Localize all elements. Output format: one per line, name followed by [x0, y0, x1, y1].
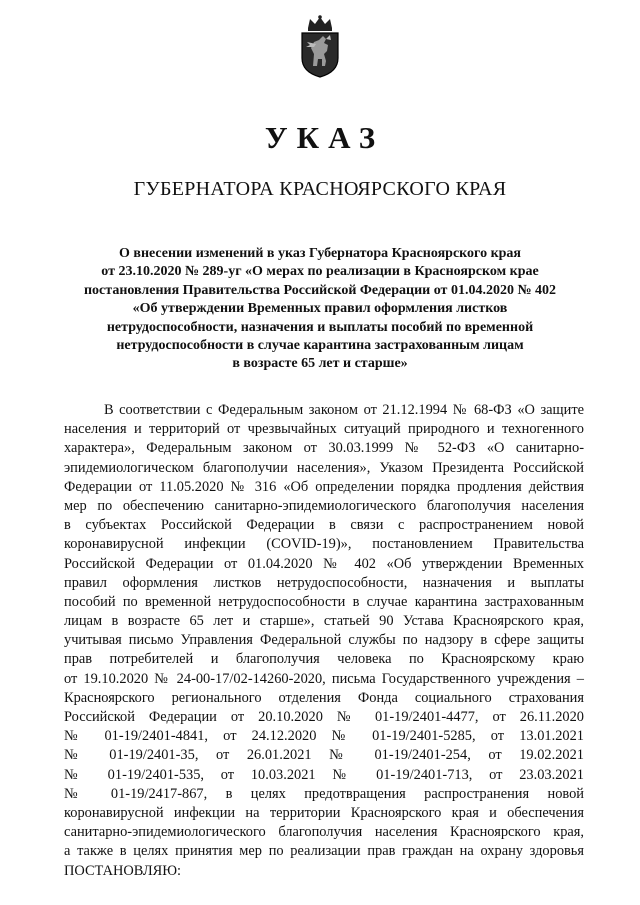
subject-line: от 23.10.2020 № 289-уг «О мерах по реализации в Красноярском крае — [101, 264, 539, 280]
body-line: лицам в возрасте 65 лет и старше», статьей 90 Устава Красноярского края, — [64, 613, 584, 630]
body-line: мер по обеспечению санитарно-эпидемиологического благополучия населения — [64, 497, 584, 514]
body-line: Федерации от 11.05.2020 № 316 «Об определении порядка продления действия — [64, 478, 584, 495]
subject-line: нетрудоспособности в случае карантина застрахованным лицам — [116, 338, 524, 354]
body-line: учитывая письмо Управления Федеральной службы по надзору в сфере защиты — [64, 632, 584, 649]
body-line: коронавирусной инфекции на территории Красноярского края и обеспечения — [64, 804, 584, 821]
subject-line: постановления Правительства Российской Федерации от 01.04.2020 № 402 — [83, 282, 557, 298]
body-line: Российской Федерации от 20.10.2020 № 01-19/2401-4477, от 26.11.2020 — [64, 709, 584, 725]
body-line: правил оформления листков нетрудоспособности, назначения и выплаты — [64, 574, 584, 591]
body-line: Российской Федерации от 01.04.2020 № 402 «Об утверждении Временных — [64, 555, 584, 572]
issuer-title: ГУБЕРНАТОРА КРАСНОЯРСКОГО КРАЯ — [133, 178, 507, 200]
body-line: В соответствии с Федеральным законом от 21.12.1994 № 68-ФЗ «О защите — [104, 402, 584, 418]
body-line: населения и территорий от чрезвычайных ситуаций природного и техногенного — [64, 421, 584, 438]
body-line: № 01-19/2401-535, от 10.03.2021 № 01-19/2401-713, от 23.03.2021 — [64, 766, 584, 783]
subject-line: О внесении изменений в указ Губернатора Красноярского края — [119, 246, 521, 261]
subject-line: нетрудоспособности, назначения и выплаты пособий по временной — [106, 319, 534, 335]
body-line: эпидемиологическом благополучии населения», Указом Президента Российской — [64, 459, 584, 476]
krasnoyarsk-coat-of-arms-icon — [294, 14, 346, 80]
body-line: № 01-19/2401-35, от 26.01.2021 № 01-19/2401-254, от 19.02.2021 — [64, 747, 584, 764]
body-line: № 01-19/2417-867, в целях предотвращения распространения новой — [64, 785, 584, 802]
decree-preamble — [64, 401, 584, 881]
decree-subject — [60, 245, 580, 374]
subject-line: «Об утверждении Временных правил оформления листков — [132, 301, 508, 317]
body-line: прав потребителей и благополучия человека по Красноярскому краю — [64, 651, 584, 668]
document-type-title: УКАЗ — [264, 120, 385, 155]
body-line: пособий по временной нетрудоспособности в случае карантина застрахованным — [64, 593, 584, 610]
body-line-resolution: ПОСТАНОВЛЯЮ: — [64, 862, 182, 879]
body-line: а также в целях принятия мер по реализации прав граждан на охрану здоровья — [64, 843, 584, 860]
body-line: санитарно-эпидемиологического благополучия населения Красноярского края, — [64, 824, 584, 841]
body-line: в субъектах Российской Федерации в связи с распространением новой — [64, 517, 584, 534]
body-line: характера», Федеральным законом от 30.03.1999 № 52-ФЗ «О санитарно- — [64, 440, 584, 457]
body-line: коронавирусной инфекции (COVID-19)», постановлением Правительства — [64, 536, 584, 553]
body-line: № 01-19/2401-4841, от 24.12.2020 № 01-19/2401-5285, от 13.01.2021 — [64, 728, 584, 745]
body-line: Красноярского регионального отделения Фонда социального страхования — [64, 689, 584, 706]
body-line: от 19.10.2020 № 24-00-17/02-14260-2020, письма Государственного учреждения – — [64, 670, 584, 687]
subject-line: в возрасте 65 лет и старше» — [232, 356, 408, 372]
